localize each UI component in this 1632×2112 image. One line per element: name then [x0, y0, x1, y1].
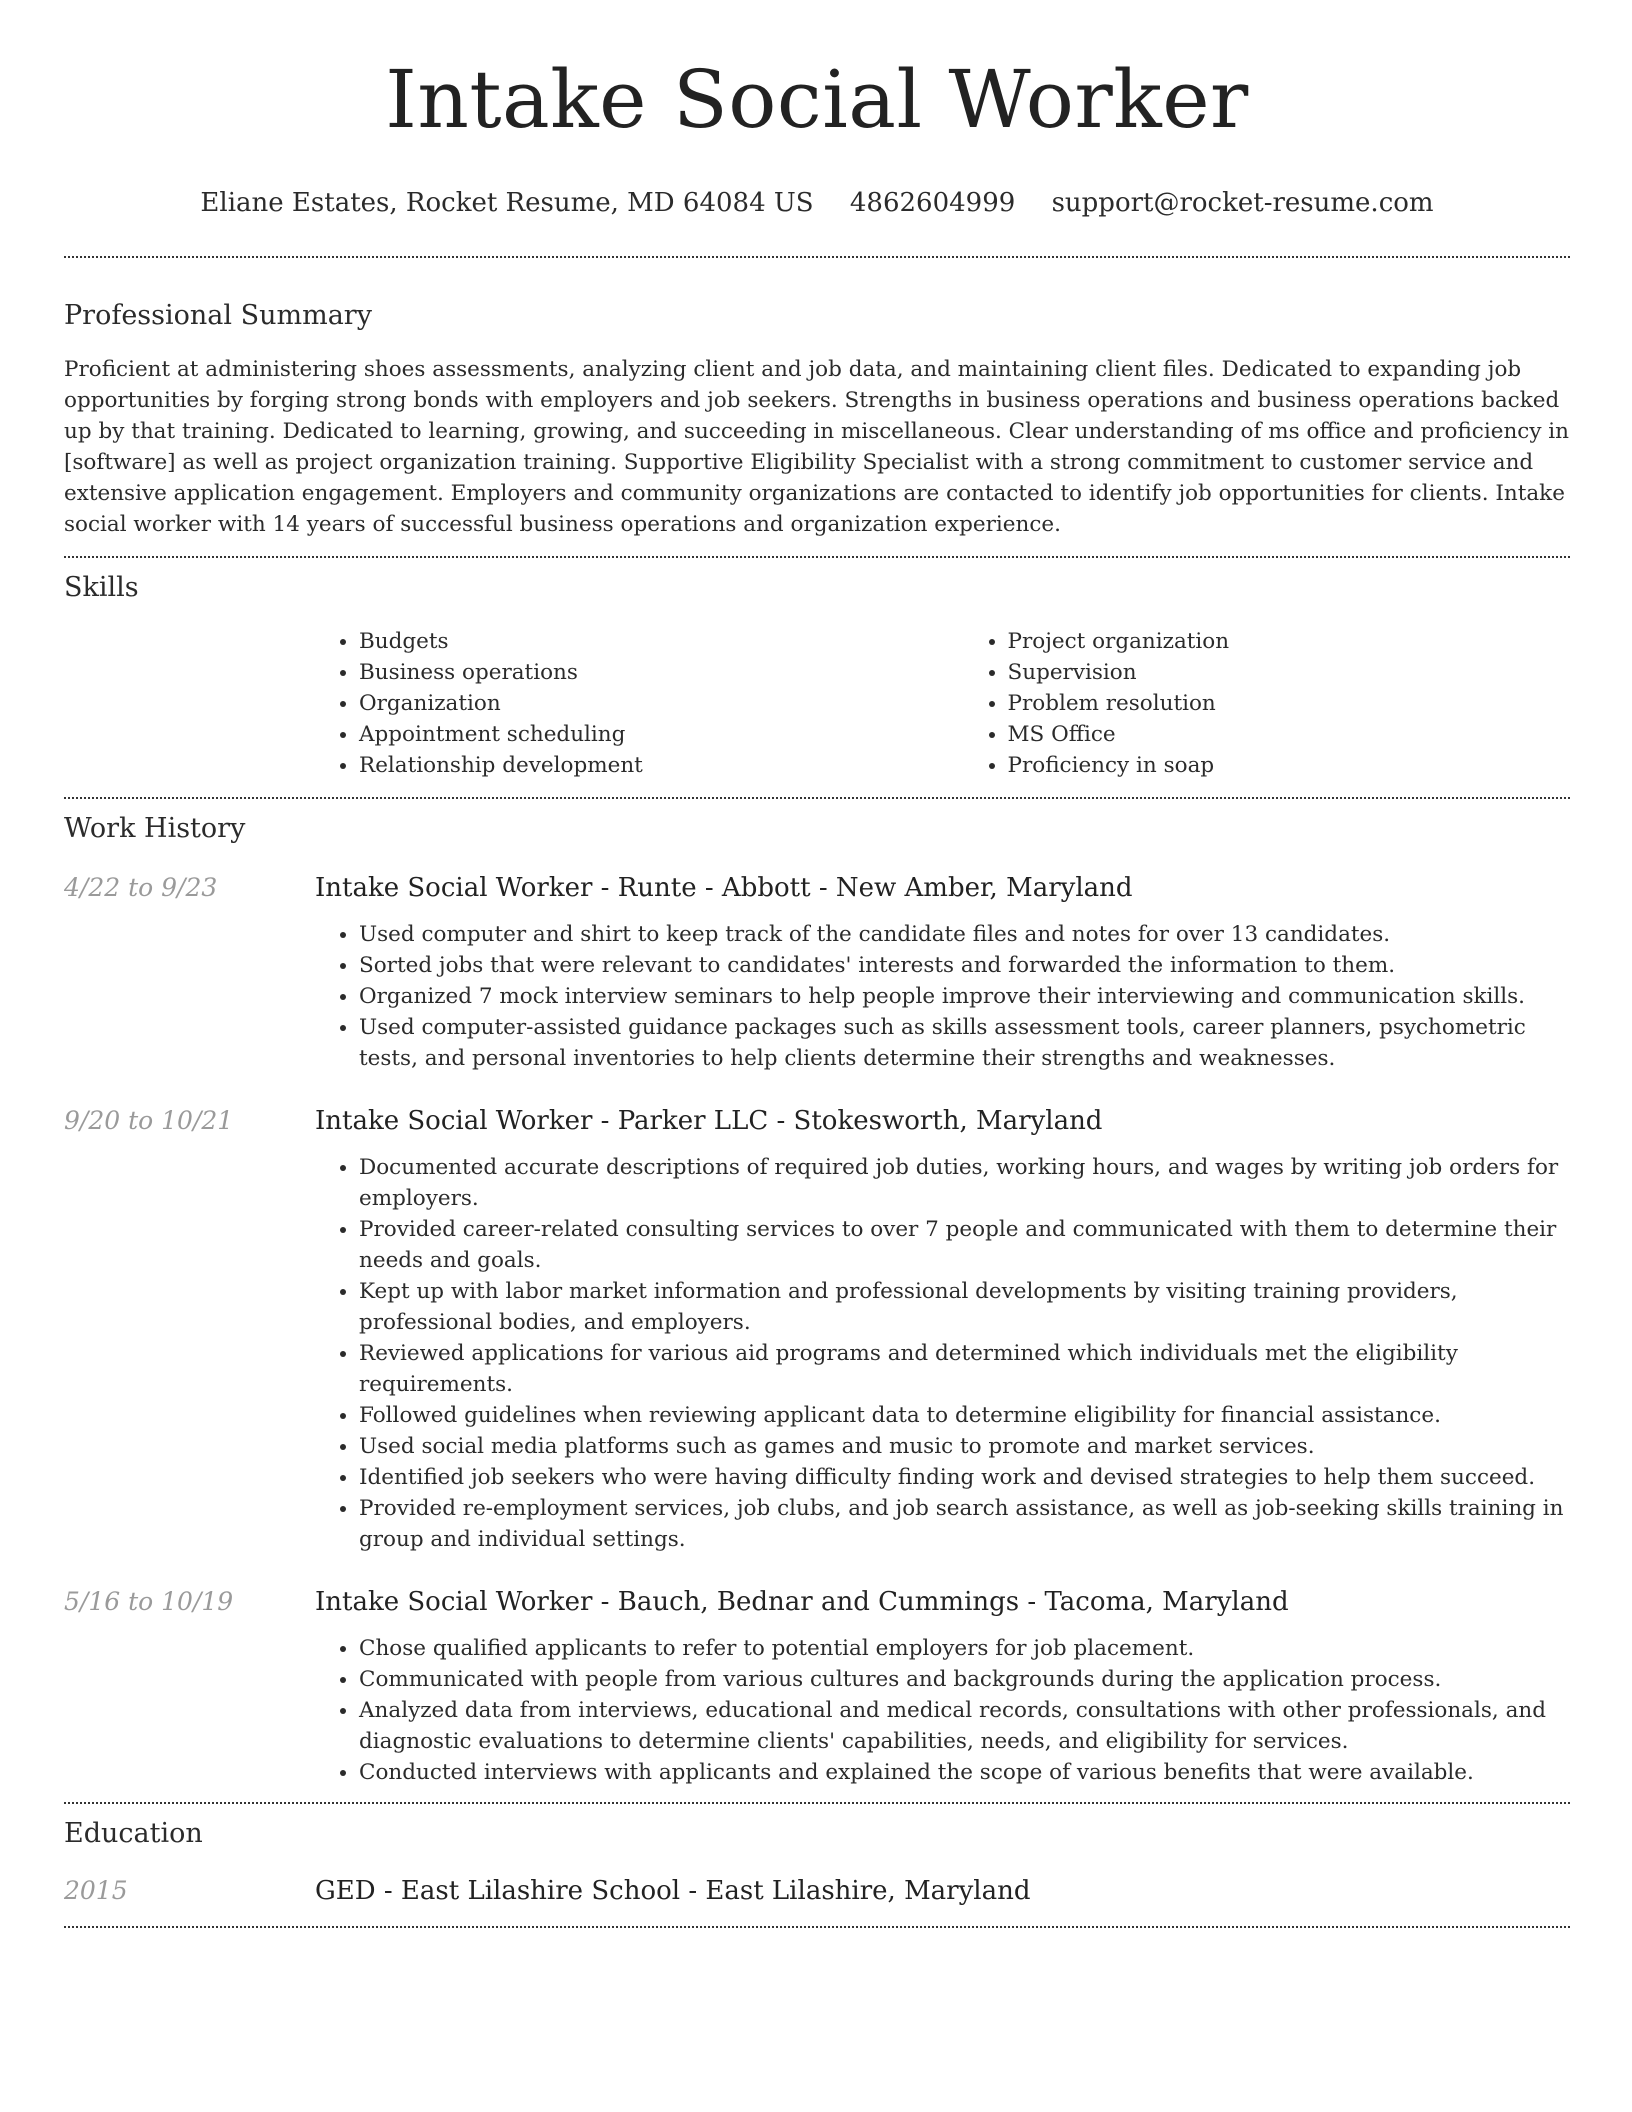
list-item: • Sorted jobs that were relevant to candidates' interests and forwarded the information to them. — [359, 950, 1570, 981]
job-bullets — [315, 919, 1570, 1074]
job-bullets — [315, 1633, 1570, 1788]
list-item: • Reviewed applications for various aid programs and determined which individuals met the eligibility requirements. — [359, 1338, 1570, 1400]
skill-item: • Supervision — [1008, 657, 1571, 688]
contact-phone: 4862604999 — [849, 188, 1016, 218]
contact-email: support@rocket-resume.com — [1051, 188, 1434, 218]
skills-column-2 — [964, 626, 1571, 781]
skill-item: • Appointment scheduling — [359, 719, 922, 750]
job-entry — [64, 1104, 1570, 1555]
skill-item: • Budgets — [359, 626, 922, 657]
skill-item: • Organization — [359, 688, 922, 719]
job-title: Intake Social Worker - Bauch, Bednar and Cummings - Tacoma, Maryland — [315, 1587, 1289, 1617]
education-entry — [64, 1874, 1570, 1908]
contact-address: Eliane Estates, Rocket Resume, MD 64084 US — [200, 188, 814, 218]
divider — [64, 556, 1570, 558]
skills-column-1 — [315, 626, 922, 781]
list-item: • Used social media platforms such as games and music to promote and market services. — [359, 1431, 1570, 1462]
divider — [64, 256, 1570, 258]
job-title: Intake Social Worker - Runte - Abbott - New Amber, Maryland — [315, 873, 1133, 903]
job-entry — [64, 871, 1570, 1074]
list-item: • Chose qualified applicants to refer to potential employers for job placement. — [359, 1633, 1570, 1664]
skill-item: • Proficiency in soap — [1008, 750, 1571, 781]
skill-item: • Project organization — [1008, 626, 1571, 657]
divider — [64, 1926, 1570, 1928]
skill-item: • MS Office — [1008, 719, 1571, 750]
skills-title: Skills — [64, 572, 139, 603]
contact-line — [64, 186, 1570, 220]
job-date: 5/16 to 10/19 — [64, 1587, 234, 1616]
skills-list — [315, 626, 1570, 781]
list-item: • Kept up with labor market information and professional developments by visiting training providers, professional bodies, and employers. — [359, 1276, 1570, 1338]
list-item: • Provided career-related consulting services to over 7 people and communicated with them to determine their needs and goals. — [359, 1214, 1570, 1276]
education-date: 2015 — [64, 1876, 128, 1905]
education-degree: GED - East Lilashire School - East Lilashire, Maryland — [315, 1876, 1031, 1906]
job-date: 4/22 to 9/23 — [64, 873, 218, 902]
skill-item: • Business operations — [359, 657, 922, 688]
list-item: • Identified job seekers who were having difficulty finding work and devised strategies to help them succeed. — [359, 1462, 1570, 1493]
job-bullets — [315, 1152, 1570, 1555]
job-date: 9/20 to 10/21 — [64, 1106, 234, 1135]
job-title: Intake Social Worker - Parker LLC - Stokesworth, Maryland — [315, 1106, 1103, 1136]
skill-item: • Problem resolution — [1008, 688, 1571, 719]
list-item: • Analyzed data from interviews, educational and medical records, consultations with other professionals, and diagnostic evaluations to determine clients' capabilities, needs, and eligibility for services. — [359, 1695, 1570, 1757]
list-item: • Documented accurate descriptions of required job duties, working hours, and wages by writing job orders for employers. — [359, 1152, 1570, 1214]
resume-name: Intake Social Worker — [385, 53, 1249, 146]
work-title: Work History — [64, 813, 246, 844]
summary-text: Proficient at administering shoes assessments, analyzing client and job data, and maintaining client files. Dedicated to expanding job opportunities by forging strong bonds with employers and job seekers. Strengths in business operations and business operations backed up by that training. Dedicated to learning, growing, and succeeding in miscellaneous. Clear understanding of ms office and proficiency in [software] as well as project organization training. Supportive Eligibility Specialist with a strong commitment to customer service and extensive application engagement. Employers and community organizations are contacted to identify job opportunities for clients. Intake social worker with 14 years of successful business operations and organization experience. — [64, 357, 1570, 537]
list-item: • Communicated with people from various cultures and backgrounds during the application process. — [359, 1664, 1570, 1695]
list-item: • Provided re-employment services, job clubs, and job search assistance, as well as job-seeking skills training in group and individual settings. — [359, 1493, 1570, 1555]
divider — [64, 797, 1570, 799]
divider — [64, 1802, 1570, 1804]
resume-page — [64, 0, 1570, 1928]
list-item: • Followed guidelines when reviewing applicant data to determine eligibility for financial assistance. — [359, 1400, 1570, 1431]
list-item: • Conducted interviews with applicants and explained the scope of various benefits that were available. — [359, 1757, 1570, 1788]
job-entry — [64, 1585, 1570, 1788]
education-title: Education — [64, 1818, 203, 1849]
list-item: • Used computer and shirt to keep track of the candidate files and notes for over 13 candidates. — [359, 919, 1570, 950]
skill-item: • Relationship development — [359, 750, 922, 781]
summary-title: Professional Summary — [64, 300, 372, 331]
list-item: • Organized 7 mock interview seminars to help people improve their interviewing and communication skills. — [359, 981, 1570, 1012]
list-item: • Used computer-assisted guidance packages such as skills assessment tools, career planners, psychometric tests, and personal inventories to help clients determine their strengths and weaknesses. — [359, 1012, 1570, 1074]
